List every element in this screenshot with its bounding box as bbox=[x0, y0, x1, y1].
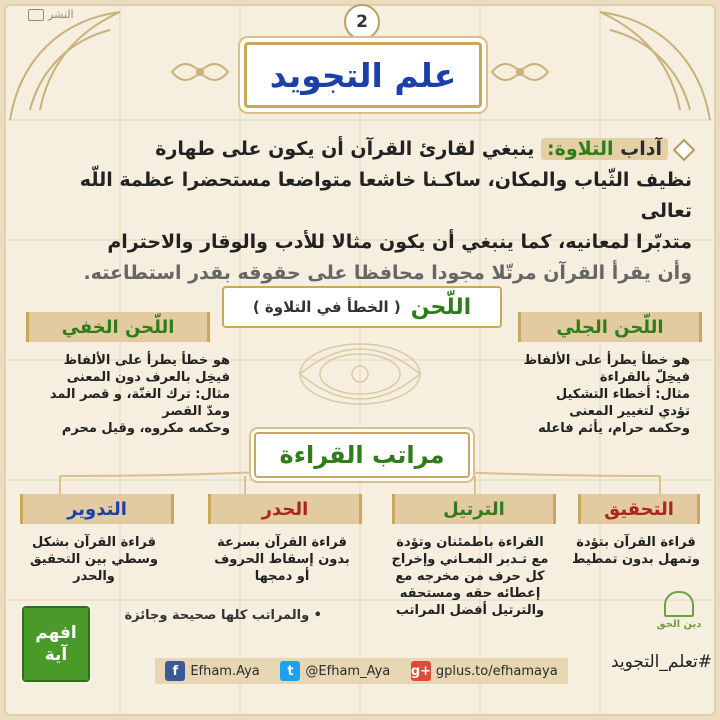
lahn-jali-line-1: هو خطأ يطرأ على الألفاظ bbox=[523, 353, 690, 368]
twitter-link[interactable] bbox=[280, 661, 390, 681]
twitter-icon: t bbox=[280, 661, 300, 681]
efham-aya-logo bbox=[22, 606, 90, 682]
maratib-tartil-label: الترتيل bbox=[392, 494, 556, 524]
lahn-khafi-line-3: مثال: ترك الغنّة، و قصر المد bbox=[49, 387, 230, 402]
right-ornament-icon bbox=[490, 54, 550, 90]
facebook-handle: Efham.Aya bbox=[190, 663, 260, 679]
google-plus-icon: g+ bbox=[411, 661, 431, 681]
facebook-link[interactable] bbox=[165, 661, 259, 681]
maratib-hadr-label: الحدر bbox=[208, 494, 362, 524]
lahn-khafi-line-5: وحكمه مكروه، وقيل محرم bbox=[61, 421, 230, 436]
lahn-khafi-text bbox=[20, 352, 230, 437]
maratib-tadwir-text bbox=[16, 534, 172, 585]
logo-left-line-2: آية bbox=[44, 645, 68, 665]
maratib-tartil-text bbox=[382, 534, 558, 619]
intro-label bbox=[541, 138, 668, 160]
maratib-tahqiq-text bbox=[568, 534, 704, 568]
intro-paragraph bbox=[40, 134, 692, 289]
intro-line-3: متدبّرا لمعانيه، كما ينبغي أن يكون مثالا للأدب والوقار والاحترام bbox=[107, 231, 692, 253]
share-icon bbox=[28, 9, 44, 21]
lahn-jali-line-2: فيخِلّ بالقراءة bbox=[599, 370, 690, 385]
lahn-jali-text bbox=[500, 352, 690, 437]
mosque-dome-icon bbox=[664, 591, 694, 617]
gplus-handle: gplus.to/efhamaya bbox=[435, 663, 558, 679]
lahn-khafi-line-4: ومدّ القصر bbox=[162, 404, 230, 419]
lahn-subtitle: ( الخطأ في التلاوة ) bbox=[252, 298, 401, 316]
hadr-line-2: بدون إسقاط الحروف bbox=[214, 552, 350, 567]
left-ornament-icon bbox=[170, 54, 230, 90]
intro-label-part1: آداب bbox=[620, 138, 662, 160]
share-link[interactable] bbox=[28, 8, 74, 21]
tadwir-line-3: والحدر bbox=[73, 569, 115, 584]
tartil-line-1: القراءة باطمئنان وتؤدة bbox=[396, 535, 544, 550]
tartil-line-5: والترتيل أفضل المراتب bbox=[395, 603, 545, 618]
lahn-jali-line-3: مثال: أخطاء التشكيل bbox=[555, 387, 690, 402]
lahn-khafi-label: اللّحن الخفي bbox=[26, 312, 210, 342]
lahn-jali-line-5: وحكمه حرام، يأثم فاعله bbox=[538, 421, 690, 436]
maratib-tadwir-label: التدوير bbox=[20, 494, 174, 524]
tahqiq-line-1: قراءة القرآن بتؤدة bbox=[576, 535, 696, 550]
maratib-banner: مراتب القراءة bbox=[254, 432, 470, 478]
intro-line-2: نظيف الثّياب والمكان، ساكـنا خاشعا متواضعا مستحضرا عظمة اللّه تعالى bbox=[79, 169, 692, 222]
lahn-banner bbox=[222, 286, 502, 328]
intro-line-1: ينبغي لقارئ القرآن أن يكون على طهارة bbox=[155, 138, 535, 160]
page-number-badge: 2 bbox=[344, 4, 380, 40]
diamond-bullet-icon bbox=[673, 138, 696, 161]
tartil-line-3: كل حرف من مخرجه مع bbox=[395, 569, 545, 584]
maratib-note: • والمراتب كلها صحيحة وجائزة bbox=[124, 608, 322, 623]
tahqiq-line-2: وتمهل بدون تمطيط bbox=[572, 552, 700, 567]
tartil-line-2: مع تـدبر المعـاني وإخراج bbox=[391, 552, 549, 567]
tartil-line-4: إعطائه حقه ومستحقه bbox=[399, 586, 541, 601]
intro-label-part2: التلاوة: bbox=[547, 138, 621, 160]
lahn-khafi-line-2: فيخِل بالعرف دون المعنى bbox=[66, 370, 230, 385]
maratib-tahqiq-label: التحقيق bbox=[578, 494, 700, 524]
lahn-jali-label: اللّحن الجلي bbox=[518, 312, 702, 342]
twitter-handle: @Efham_Aya bbox=[305, 663, 391, 679]
gplus-link[interactable] bbox=[411, 661, 558, 681]
tadwir-line-2: وسطي بين التحقيق bbox=[29, 552, 158, 567]
intro-line-4: وأن يقرأ القرآن مرتّلا مجودا محافظا على حقوقه بقدر استطاعته. bbox=[83, 262, 692, 284]
hashtag: #تعلم_التجويد bbox=[610, 652, 712, 672]
lahn-title: اللّحن bbox=[410, 294, 472, 320]
logo-left-line-1: افهم bbox=[35, 623, 77, 643]
logo-right-text: دين الحق bbox=[656, 619, 702, 630]
lahn-khafi-line-1: هو خطأ يطرأ على الألفاظ bbox=[63, 353, 230, 368]
rosette-ornament-icon bbox=[288, 334, 432, 414]
share-label: النشر bbox=[48, 8, 74, 21]
maratib-hadr-text bbox=[196, 534, 368, 585]
hadr-line-1: قراءة القرآن بسرعة bbox=[217, 535, 347, 550]
page-title: علم التجويد bbox=[244, 42, 482, 108]
hadr-line-3: أو دمجها bbox=[254, 569, 310, 584]
facebook-icon: f bbox=[165, 661, 185, 681]
deen-alhaq-logo bbox=[654, 590, 704, 630]
tadwir-line-1: قراءة القرآن بشكل bbox=[31, 535, 157, 550]
social-footer bbox=[155, 658, 568, 684]
lahn-jali-line-4: تؤدي لتغيير المعنى bbox=[569, 404, 690, 419]
